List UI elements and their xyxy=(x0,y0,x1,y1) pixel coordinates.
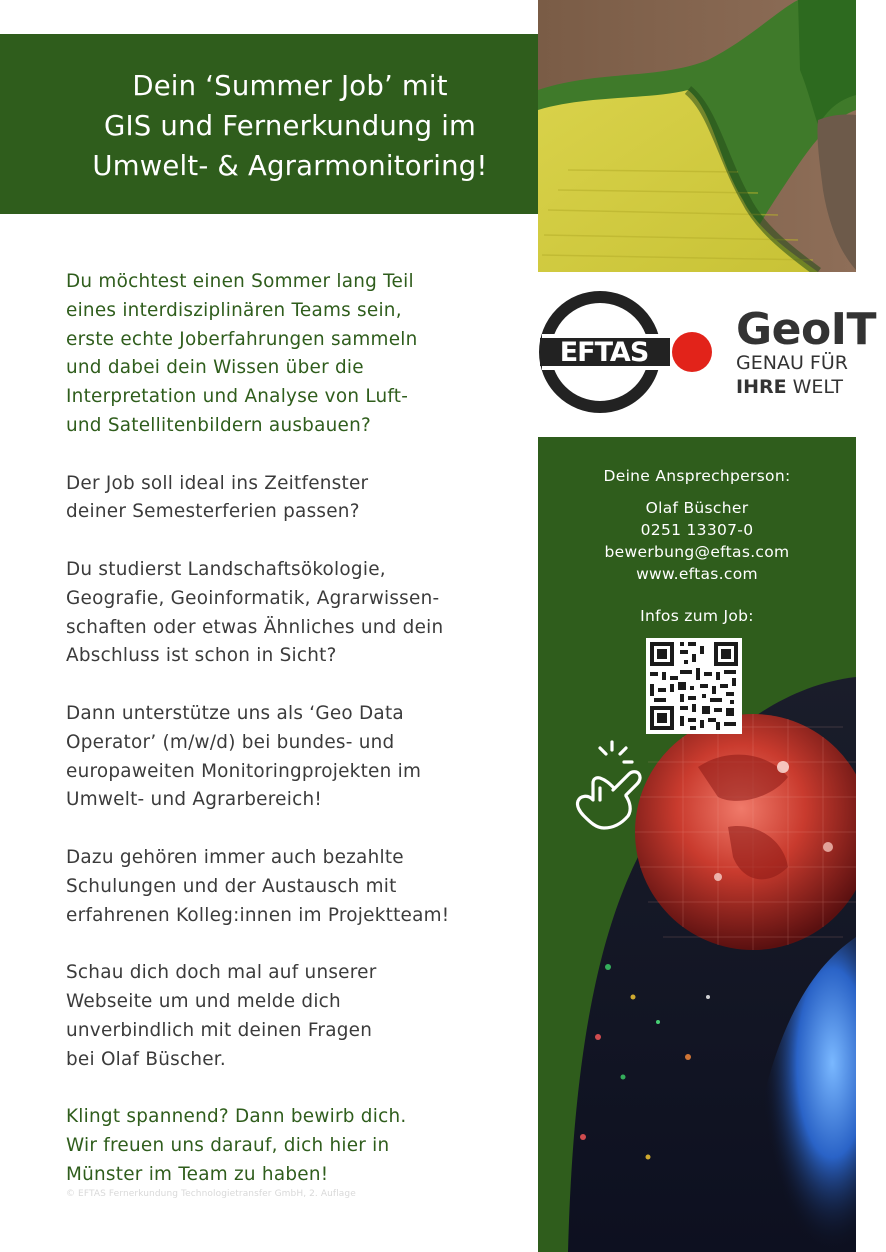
text-line: und dabei dein Wissen über die xyxy=(66,357,364,379)
copyright-note: © EFTAS Fernerkundung Technologietransfer GmbH, 2. Auflage xyxy=(66,1189,356,1199)
text-line: Du studierst Landschaftsökologie, xyxy=(66,558,386,580)
text-line: erfahrenen Kolleg:innen im Projektteam! xyxy=(66,904,450,926)
text-line: Wir freuen uns darauf, dich hier in xyxy=(66,1134,390,1156)
contact-name: Olaf Büscher xyxy=(645,499,749,517)
title-line: Dein ‘Summer Job’ mit xyxy=(132,70,448,102)
body-text xyxy=(66,268,506,1190)
text-line: unverbindlich mit deinen Fragen xyxy=(66,1019,373,1041)
job-info-label: Infos zum Job: xyxy=(640,607,754,625)
geoit-tagline-2 xyxy=(736,376,843,398)
closing-paragraph xyxy=(66,1103,506,1189)
text-line: europaweiten Monitoringprojekten im xyxy=(66,760,422,782)
text-line: und Satellitenbildern ausbauen? xyxy=(66,414,372,436)
aerial-photo xyxy=(538,0,856,272)
text-line: Schulungen und der Austausch mit xyxy=(66,875,397,897)
text-line: Schau dich doch mal auf unserer xyxy=(66,962,377,984)
text-line: eines interdisziplinären Teams sein, xyxy=(66,299,402,321)
text-line: Dazu gehören immer auch bezahlte xyxy=(66,846,404,868)
geoit-title: GeoIT xyxy=(736,304,877,355)
text-line: Abschluss ist schon in Sicht? xyxy=(66,645,337,667)
tap-hand-icon xyxy=(566,738,650,834)
geoit-tagline-bold: IHRE xyxy=(736,376,787,398)
intro-paragraph xyxy=(66,268,506,441)
contact-website[interactable]: www.eftas.com xyxy=(636,565,758,583)
text-line: Webseite um und melde dich xyxy=(66,990,341,1012)
eftas-wordmark: EFTAS xyxy=(559,337,649,368)
role-paragraph xyxy=(66,700,506,815)
contact-email[interactable]: bewerbung@eftas.com xyxy=(604,543,790,561)
timing-paragraph xyxy=(66,470,506,528)
text-line: Operator’ (m/w/d) bei bundes- und xyxy=(66,731,395,753)
text-line: Klingt spannend? Dann bewirb dich. xyxy=(66,1106,407,1128)
contact-heading: Deine Ansprechperson: xyxy=(603,467,791,485)
qr-code-icon[interactable] xyxy=(646,638,742,734)
website-paragraph xyxy=(66,959,506,1074)
training-paragraph xyxy=(66,844,506,930)
title-line: Umwelt- & Agrarmonitoring! xyxy=(92,150,488,182)
text-line: Der Job soll ideal ins Zeitfenster xyxy=(66,472,369,494)
geoit-tagline-1: GENAU FÜR xyxy=(736,352,848,374)
text-line: Dann unterstütze uns als ‘Geo Data xyxy=(66,702,404,724)
title-line: GIS und Fernerkundung im xyxy=(103,110,477,142)
text-line: erste echte Joberfahrungen sammeln xyxy=(66,328,418,350)
text-line: schaften oder etwas Ähnliches und dein xyxy=(66,616,444,638)
text-line: Umwelt- und Agrarbereich! xyxy=(66,789,322,811)
text-line: deiner Semesterferien passen? xyxy=(66,501,360,523)
text-line: Du möchtest einen Sommer lang Teil xyxy=(66,271,414,292)
page-title xyxy=(40,66,540,186)
geoit-tagline-rest: WELT xyxy=(786,376,843,398)
text-line: Interpretation und Analyse von Luft- xyxy=(66,386,409,408)
contact-phone[interactable]: 0251 13307-0 xyxy=(640,521,754,539)
text-line: Münster im Team zu haben! xyxy=(66,1163,329,1185)
text-line: Geografie, Geoinformatik, Agrarwissen- xyxy=(66,587,440,609)
text-line: bei Olaf Büscher. xyxy=(66,1048,227,1070)
studies-paragraph xyxy=(66,556,506,671)
